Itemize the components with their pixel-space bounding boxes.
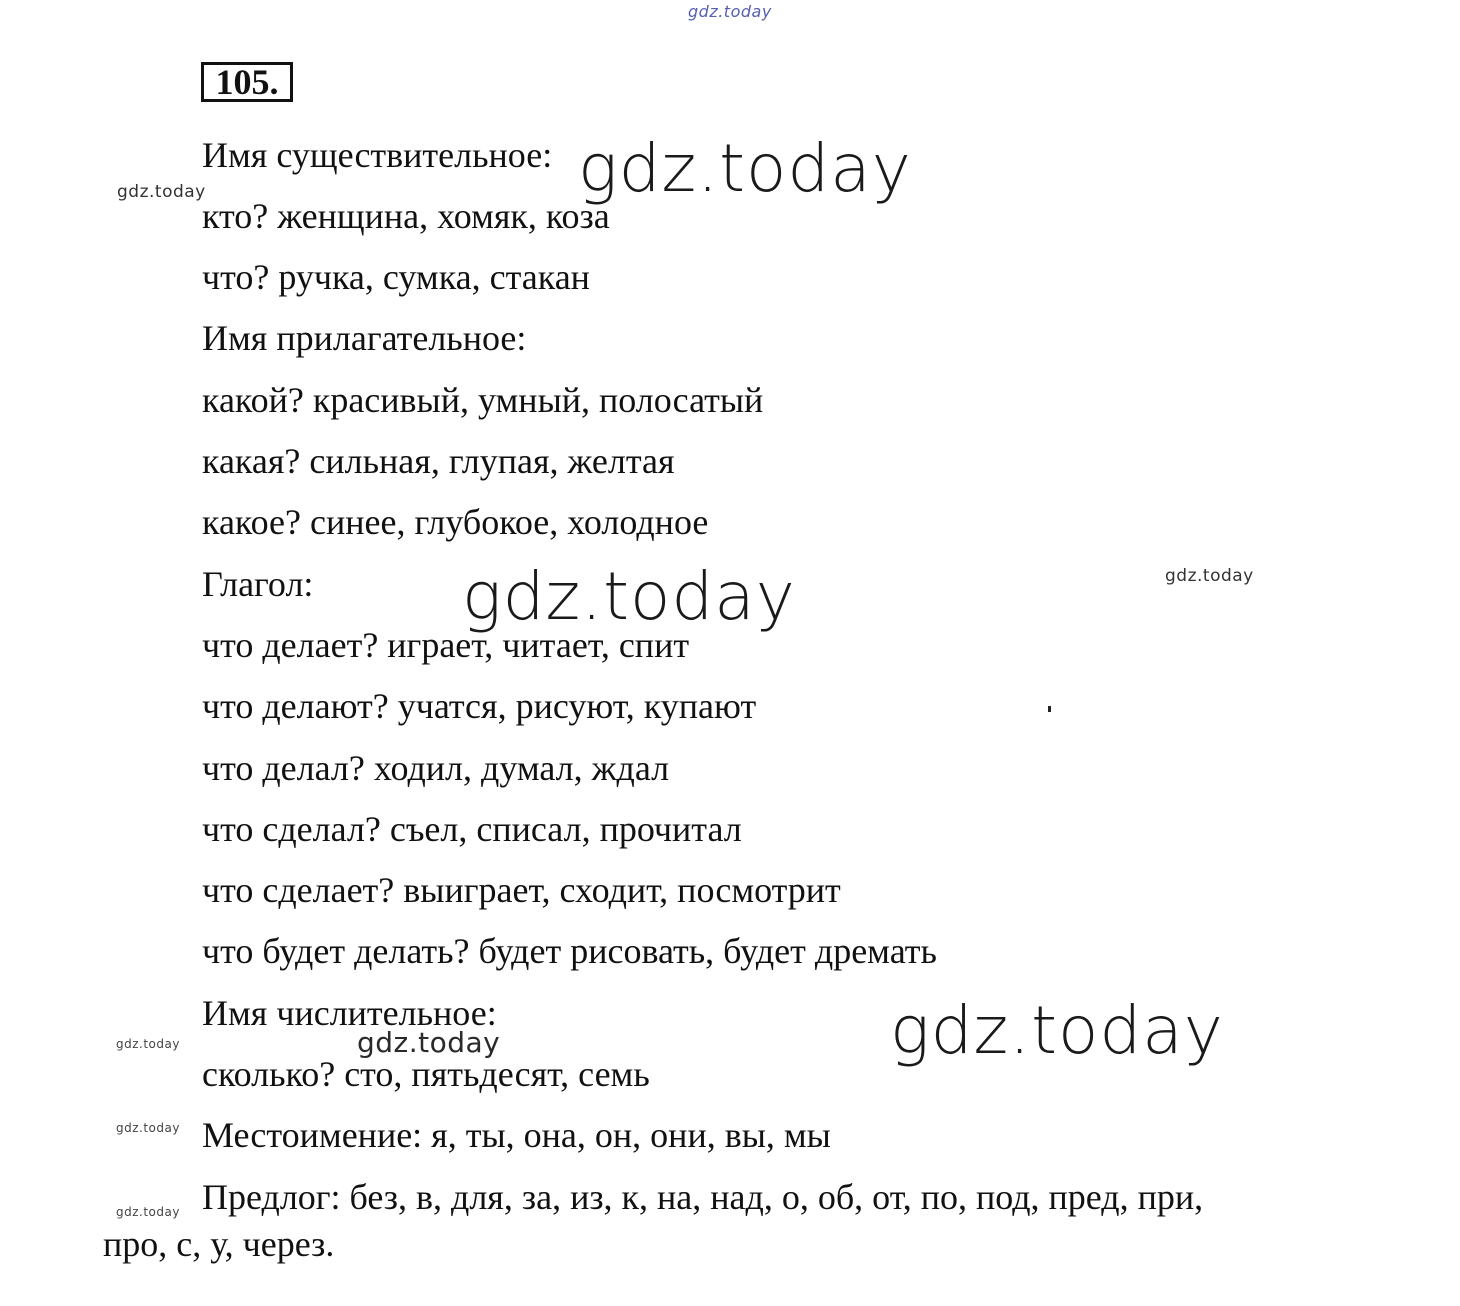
- heading-numeral: Имя числительное:: [202, 993, 497, 1033]
- text-line: что делают? учатся, рисуют, купают: [202, 686, 757, 726]
- text-line: какой? красивый, умный, полосатый: [202, 380, 764, 420]
- watermark: gdz.today: [116, 1037, 180, 1051]
- watermark: gdz.today: [578, 130, 912, 207]
- text-line: что будет делать? будет рисовать, будет дремать: [202, 931, 937, 971]
- pronoun-line: Местоимение: я, ты, она, он, они, вы, мы: [202, 1115, 831, 1155]
- scan-speck: [1048, 706, 1051, 712]
- heading-adjective: Имя прилагательное:: [202, 318, 527, 358]
- text-line: что сделает? выиграет, сходит, посмотрит: [202, 870, 841, 910]
- text-line: какая? сильная, глупая, желтая: [202, 441, 675, 481]
- text-line: что делает? играет, читает, спит: [202, 625, 690, 665]
- watermark: gdz.today: [117, 182, 206, 202]
- text-line: что сделал? съел, списал, прочитал: [202, 809, 742, 849]
- watermark: gdz.today: [116, 1205, 180, 1219]
- watermark: gdz.today: [688, 2, 772, 21]
- watermark: gdz.today: [357, 1026, 501, 1059]
- preposition-line: Предлог: без, в, для, за, из, к, на, над, о, об, от, по, под, пред, при,: [202, 1177, 1204, 1217]
- text-line: что? ручка, сумка, стакан: [202, 257, 590, 297]
- text-line: что делал? ходил, думал, ждал: [202, 748, 670, 788]
- watermark: gdz.today: [890, 992, 1224, 1069]
- task-number: 105.: [201, 62, 293, 102]
- heading-noun: Имя существительное:: [202, 135, 553, 175]
- text-line: какое? синее, глубокое, холодное: [202, 502, 709, 542]
- text-line: кто? женщина, хомяк, коза: [202, 196, 610, 236]
- watermark: gdz.today: [462, 558, 796, 635]
- watermark: gdz.today: [116, 1121, 180, 1135]
- preposition-line-continued: про, с, у, через.: [103, 1224, 335, 1264]
- watermark: gdz.today: [1165, 566, 1254, 586]
- heading-verb: Глагол:: [202, 564, 314, 604]
- text-line: сколько? сто, пятьдесят, семь: [202, 1054, 650, 1094]
